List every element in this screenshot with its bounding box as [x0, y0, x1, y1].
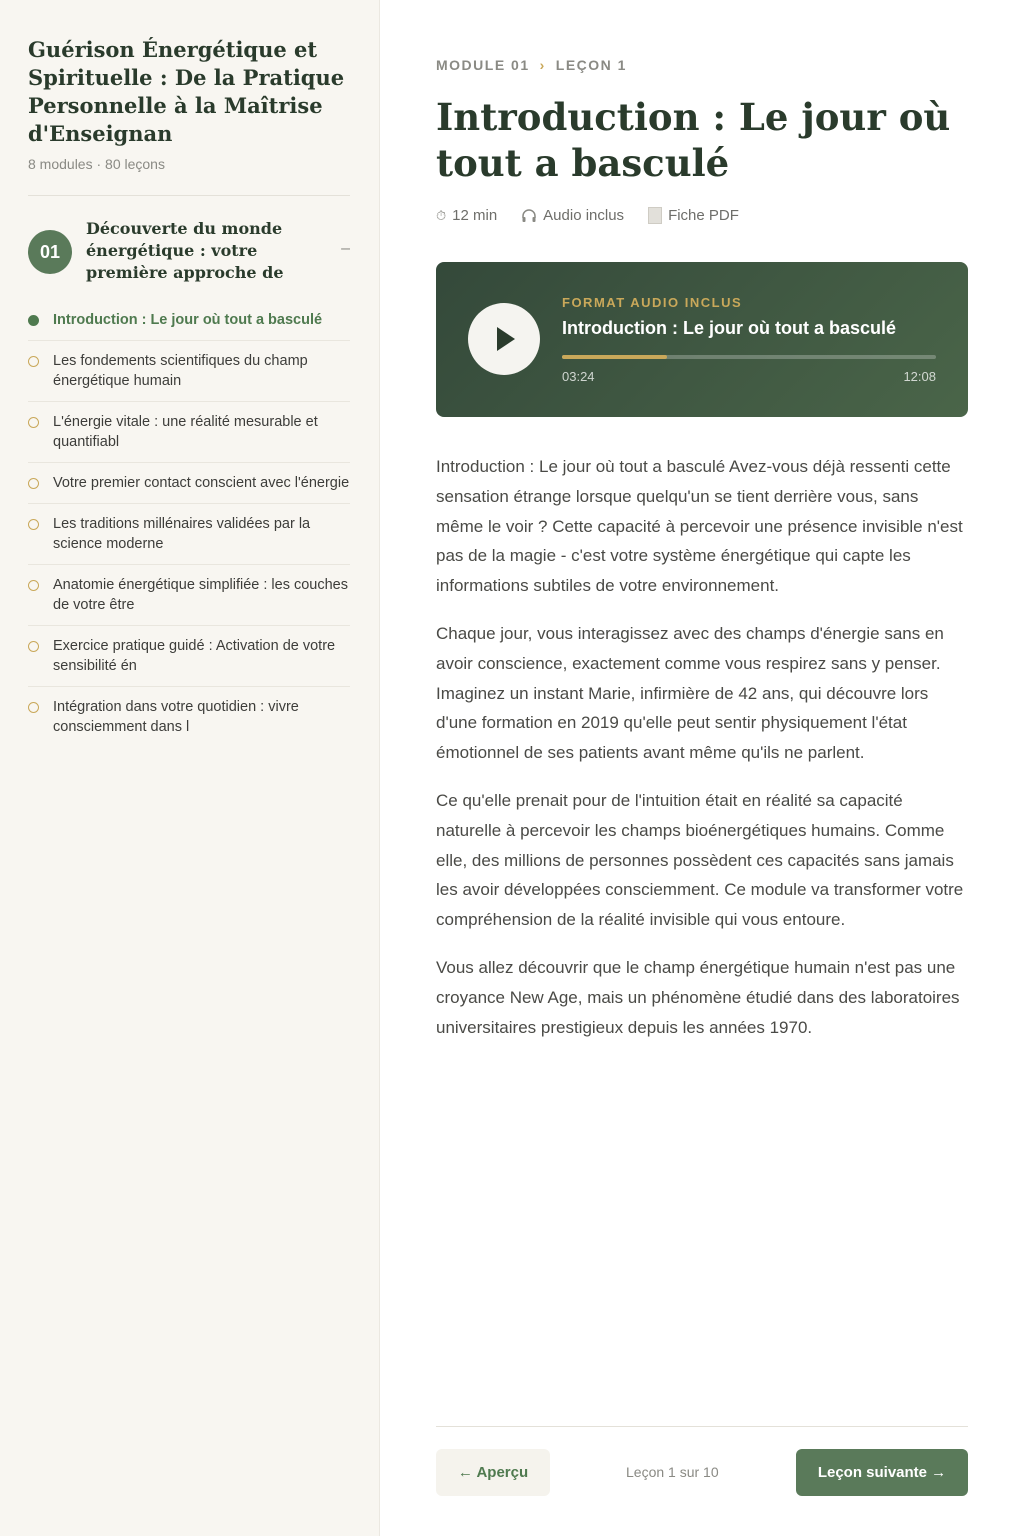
previous-button[interactable]: ← Aperçu — [436, 1449, 550, 1496]
pdf-text: Fiche PDF — [668, 207, 739, 224]
lesson-meta — [436, 207, 739, 224]
duration-meta — [436, 207, 497, 224]
body-paragraph: Vous allez découvrir que le champ énergétique humain n'est pas une croyance New Age, mais un phénomène étudié dans des laboratoires universitaires prestigieux depuis les années 1970. — [436, 957, 960, 1037]
audio-meta — [521, 207, 624, 224]
lesson-item[interactable] — [28, 402, 350, 463]
lesson-dot-icon — [28, 702, 39, 713]
collapse-icon[interactable]: – — [341, 240, 350, 257]
lesson-label: Intégration dans votre quotidien : vivre consciemment dans l — [53, 699, 299, 735]
lesson-dot-icon — [28, 519, 39, 530]
module-title: Découverte du monde énergétique : votre première approche de — [86, 219, 284, 282]
play-button[interactable] — [468, 303, 540, 375]
audio-text: Audio inclus — [543, 207, 625, 224]
lesson-dot-icon — [28, 356, 39, 367]
body-paragraph: Introduction : Le jour où tout a basculé Avez-vous déjà ressenti cette sensation étrange lorsque quelqu'un se tient derrière vous, sans même le voir ? Cette capacité à percevoir une présence invisible n'est pas de la magie - c'est votre système énergétique qui capte les informations subtiles de votre environnement. — [436, 457, 963, 596]
breadcrumb — [436, 57, 627, 73]
course-sidebar — [0, 0, 380, 1536]
body-paragraph: Chaque jour, vous interagissez avec des champs d'énergie sans en avoir conscience, exactement comme vous respirez sans y penser. Imaginez un instant Marie, infirmière de 42 ans, qui découvre lors d'une formation en 2019 qu'elle peut sentir physiquement l'état émotionnel de ses patients avant même qu'ils ne parlent. — [436, 623, 944, 763]
current-time: 03:24 — [562, 369, 595, 384]
total-time: 12:08 — [903, 369, 936, 384]
lesson-item[interactable] — [28, 626, 350, 687]
pdf-meta[interactable] — [648, 207, 739, 224]
sidebar-divider — [28, 195, 350, 196]
module-number-badge: 01 — [28, 230, 72, 274]
lesson-content — [436, 0, 968, 1536]
lesson-label: L'énergie vitale : une réalité mesurable et quantifiabl — [53, 414, 318, 450]
lesson-label: Les fondements scientifiques du champ énergétique humain — [53, 353, 308, 389]
lesson-item[interactable] — [28, 463, 350, 504]
lesson-item[interactable] — [28, 504, 350, 565]
module-header[interactable] — [28, 218, 350, 288]
lesson-item[interactable] — [28, 565, 350, 626]
lesson-label: Les traditions millénaires validées par la science moderne — [53, 516, 311, 552]
current-lesson-dot-icon — [28, 315, 39, 326]
audio-title: Introduction : Le jour où tout a basculé — [562, 318, 896, 338]
audio-format-label: FORMAT AUDIO INCLUS — [562, 295, 743, 310]
lesson-list — [28, 300, 350, 747]
lesson-dot-icon — [28, 417, 39, 428]
breadcrumb-chevron-icon: › — [539, 57, 546, 73]
duration-text: 12 min — [452, 207, 498, 224]
headphones-icon — [521, 208, 537, 224]
audio-progress-bar[interactable] — [562, 355, 936, 359]
lesson-item[interactable] — [28, 341, 350, 402]
clock-icon: ⏱ — [436, 207, 447, 223]
lesson-label: Introduction : Le jour où tout a basculé — [53, 312, 323, 328]
lesson-label: Exercice pratique guidé : Activation de votre sensibilité én — [53, 638, 336, 674]
lesson-dot-icon — [28, 478, 39, 489]
audio-progress-fill — [562, 355, 667, 359]
lesson-label: Anatomie énergétique simplifiée : les couches de votre être — [53, 577, 348, 613]
lesson-label: Votre premier contact conscient avec l'énergie — [53, 475, 350, 491]
breadcrumb-module[interactable]: MODULE 01 — [436, 57, 530, 73]
lesson-item[interactable] — [28, 300, 350, 341]
course-meta: 8 modules · 80 leçons — [28, 156, 165, 172]
next-lesson-button[interactable]: Leçon suivante → — [796, 1449, 968, 1496]
body-paragraph: Ce qu'elle prenait pour de l'intuition était en réalité sa capacité naturelle à percevoir les champs bioénergétiques humains. Comme elle, des millions de personnes possèdent ces capacités sans jamais les avoir développées consciemment. Ce module va transformer votre compréhension de la réalité invisible qui vous entoure. — [436, 790, 964, 930]
footer-divider — [436, 1426, 968, 1427]
audio-player — [436, 262, 968, 417]
lesson-dot-icon — [28, 641, 39, 652]
lesson-body — [436, 452, 968, 1060]
lesson-counter: Leçon 1 sur 10 — [626, 1464, 719, 1480]
lesson-item[interactable] — [28, 687, 350, 747]
lesson-dot-icon — [28, 580, 39, 591]
breadcrumb-lesson: LEÇON 1 — [555, 57, 627, 73]
course-title: Guérison Énergétique et Spirituelle : De la Pratique Personnelle à la Maîtrise d'Enseignan — [28, 37, 345, 146]
page-title: Introduction : Le jour où tout a basculé — [436, 95, 951, 185]
document-icon — [648, 207, 662, 224]
